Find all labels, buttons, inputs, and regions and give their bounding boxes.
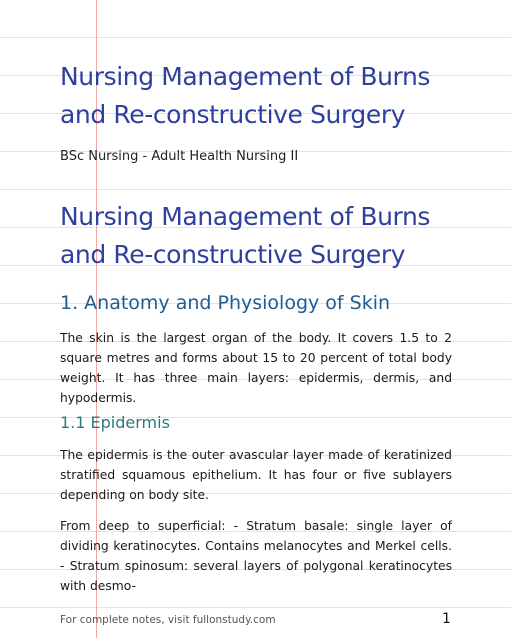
paragraph-epidermis: The epidermis is the outer avascular layer made of keratinized stratified squamous epithelium. It has four or five sublayers depending on body site. [60, 448, 452, 502]
paragraph-epidermis-layers: From deep to superficial: - Stratum basale: single layer of dividing keratinocytes. Contains melanocytes and Merkel cells. - Stratum spinosum: several layers of polygonal keratinocytes with desmo- [60, 519, 452, 593]
document-subtitle: BSc Nursing - Adult Health Nursing II [60, 149, 299, 164]
paragraph-skin-overview: The skin is the largest organ of the body. It covers 1.5 to 2 square metres and forms about 15 to 20 percent of total body weight. It has three main layers: epidermis, dermis, and hypodermis. [60, 331, 452, 405]
heading-epidermis: 1.1 Epidermis [60, 413, 170, 432]
page-number: 1 [442, 611, 451, 627]
document-title: Nursing Management of Burns and Re-constructive Surgery [60, 62, 431, 129]
footer-text: For complete notes, visit fullonstudy.com [60, 614, 276, 626]
heading-anatomy-physiology: 1. Anatomy and Physiology of Skin [60, 292, 391, 314]
section-title: Nursing Management of Burns and Re-constructive Surgery [60, 202, 431, 269]
